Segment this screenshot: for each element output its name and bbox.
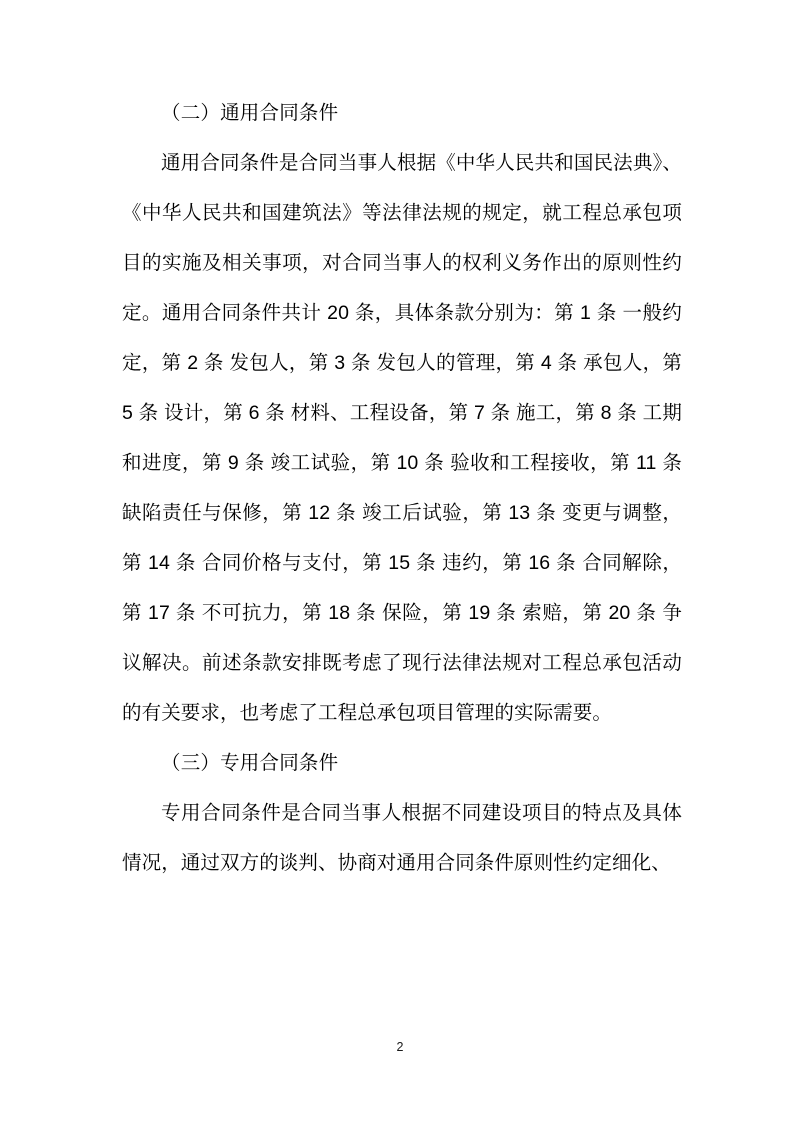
section-heading-er: （二）通用合同条件 [161,102,339,124]
page-number: 2 [396,1040,404,1054]
section-heading-san: （三）专用合同条件 [161,752,339,774]
paragraph-special-conditions: 专用合同条件是合同当事人根据不同建设项目的特点及具体情况，通过双方的谈判、协商对通用合同条件原则性约定细化、 [122,802,682,874]
document-body [122,88,682,888]
paragraph-general-conditions: 通用合同条件是合同当事人根据《中华人民共和国民法典》、《中华人民共和国建筑法》等法律法规的规定，就工程总承包项目的实施及相关事项，对合同当事人的权利义务作出的原则性约定。通用合同条件共计 20 条，具体条款分别为：第 1 条 一般约定，第 2 条 发包人，第 3 条 发包人的管理，第 4 条 承包人，第 5 条 设计，第 6 条 材料、工程设备，第 7 条 施工，第 8 条 工期和进度，第 9 条 竣工试验，第 10 条 验收和工程接收，第 11 条 缺陷责任与保修，第 12 条 竣工后试验，第 13 条 变更与调整，第 14 条 合同价格与支付，第 15 条 违约，第 16 条 合同解除，第 17 条 不可抗力，第 18 条 保险，第 19 条 索赔，第 20 条 争议解决。前述条款安排既考虑了现行法律法规对工程总承包活动的有关要求，也考虑了工程总承包项目管理的实际需要。 [122,152,682,724]
